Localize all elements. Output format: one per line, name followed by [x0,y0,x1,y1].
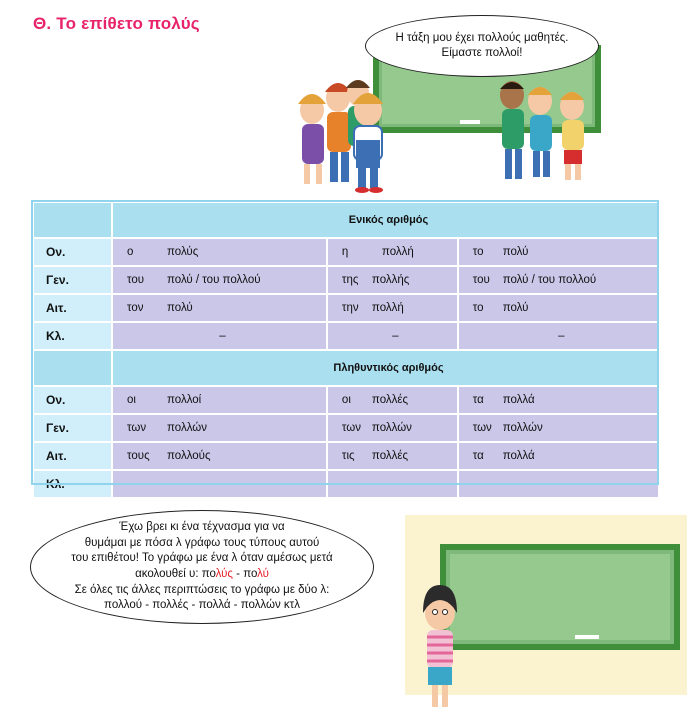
bubble-line: πολλού - πολλές - πολλά - πολλών κτλ [104,599,300,612]
case-label: Αιτ. [33,442,112,470]
table-row [33,414,659,442]
neuter-cell: το πολύ [458,238,659,266]
case-label: Ον. [33,238,112,266]
table-corner [33,202,112,238]
neuter-cell: – [458,322,659,350]
feminine-cell: την πολλή [327,294,458,322]
table-row [33,294,659,322]
masculine-cell: των πολλών [112,414,327,442]
neuter-cell: το πολύ [458,294,659,322]
masculine-cell: – [112,470,327,498]
bubble-line: Έχω βρει κι ένα τέχνασμα για να [119,521,285,534]
case-label: Ον. [33,386,112,414]
table-row [33,322,659,350]
table-row [33,442,659,470]
neuter-cell: τα πολλά [458,386,659,414]
girl-chalkboard-illustration [395,495,687,713]
case-label: Κλ. [33,470,112,498]
singular-header: Ενικός αριθμός [112,202,659,238]
section-title: Θ. Το επίθετο πολύς [33,14,200,33]
bubble-line: του επιθέτου! Το γράφω με ένα λ όταν αμέσως μετά [71,552,333,565]
table-corner [33,350,112,386]
bubble-line: ακολουθεί υ: πολύς - πολύ [135,568,269,580]
table-row [33,470,659,498]
table-row [33,238,659,266]
feminine-cell: της πολλής [327,266,458,294]
feminine-cell: οι πολλές [327,386,458,414]
bubble-line: Σε όλες τις άλλες περιπτώσεις το γράφω με δύο λ: [74,583,330,596]
masculine-cell: οι πολλοί [112,386,327,414]
neuter-cell: τα πολλά [458,442,659,470]
feminine-cell: η πολλή [327,238,458,266]
speech-bubble-top-text: Η τάξη μου έχει πολλούς μαθητές. Είμαστε πολλοί! [395,32,569,59]
table-row [33,266,659,294]
speech-bubble-top [365,15,599,77]
masculine-cell: ο πολύς [112,238,327,266]
feminine-cell: – [327,470,458,498]
case-label: Γεν. [33,414,112,442]
case-label: Γεν. [33,266,112,294]
masculine-cell: – [112,322,327,350]
case-label: Αιτ. [33,294,112,322]
table-row [33,386,659,414]
masculine-cell: τον πολύ [112,294,327,322]
bubble-line: θυμάμαι με πόσα λ γράφω τους τύπους αυτού [84,536,320,549]
feminine-cell: των πολλών [327,414,458,442]
plural-header: Πληθυντικός αριθμός [112,350,659,386]
masculine-cell: τους πολλούς [112,442,327,470]
declension-table [32,201,660,499]
case-label: Κλ. [33,322,112,350]
neuter-cell: των πολλών [458,414,659,442]
neuter-cell: – [458,470,659,498]
feminine-cell: – [327,322,458,350]
masculine-cell: του πολύ / του πολλού [112,266,327,294]
feminine-cell: τις πολλές [327,442,458,470]
speech-bubble-bottom [30,510,374,624]
neuter-cell: του πολύ / του πολλού [458,266,659,294]
